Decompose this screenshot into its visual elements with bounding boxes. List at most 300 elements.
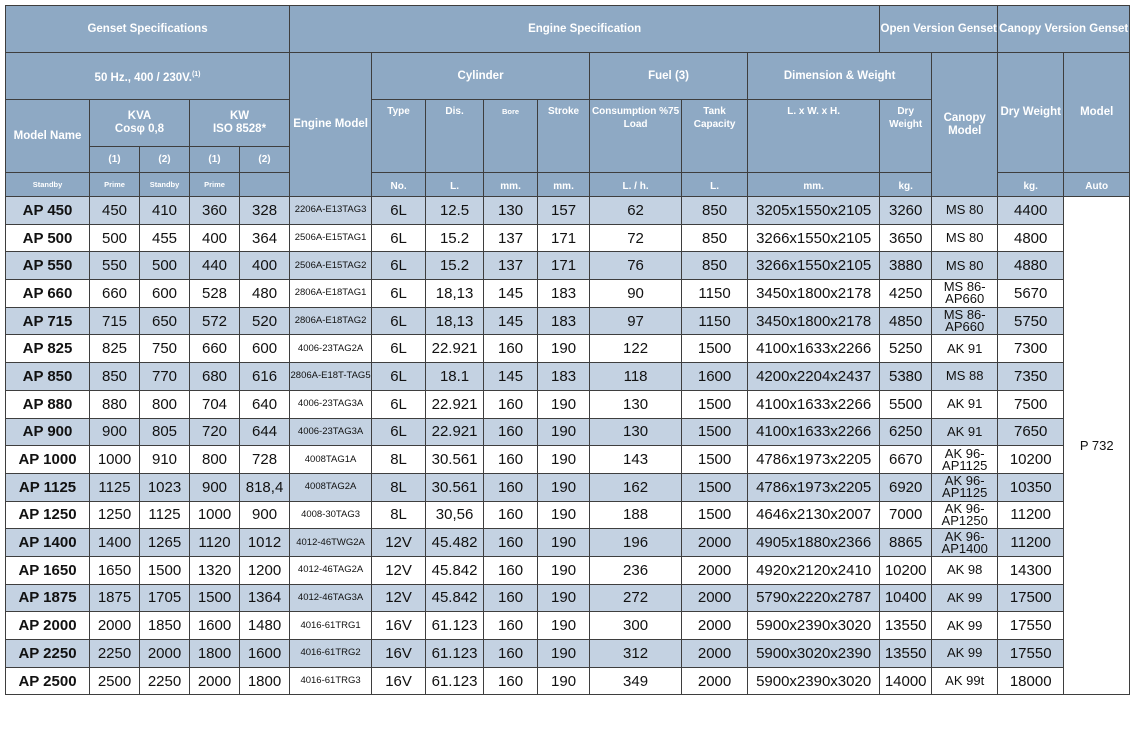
cell-open-dry-weight: 7000 [880, 501, 932, 529]
header-kw: KW ISO 8528* [190, 100, 290, 147]
cell-canopy-dry-weight: 4400 [998, 197, 1064, 225]
unit-open-kg: kg. [880, 173, 932, 197]
cell-open-dry-weight: 6250 [880, 418, 932, 446]
header-frequency: 50 Hz., 400 / 230V.$^{(1)}$ [6, 53, 290, 100]
cell-kw-prime: 600 [240, 335, 290, 363]
cell-tank-capacity: 1500 [682, 418, 748, 446]
cell-displacement: 61.123 [426, 612, 484, 640]
cell-canopy-model: MS 80 [932, 197, 998, 225]
cell-row-model: AP 850 [6, 363, 90, 391]
cell-canopy-model: AK 99t [932, 667, 998, 695]
unit-tank-liters: L. [682, 173, 748, 197]
cell-kva-prime: 800 [140, 390, 190, 418]
unit-liters-per-hour: L. / h. [590, 173, 682, 197]
cell-row-model: AP 1125 [6, 473, 90, 501]
cell-open-dry-weight: 8865 [880, 529, 932, 557]
table-row [6, 335, 1130, 363]
table-row [6, 584, 1130, 612]
cell-fuel-consumption: 162 [590, 473, 682, 501]
cell-kva-prime: 410 [140, 197, 190, 225]
cell-kw-standby: 900 [190, 473, 240, 501]
cell-tank-capacity: 2000 [682, 612, 748, 640]
cell-open-dry-weight: 6920 [880, 473, 932, 501]
header-dis: Dis. [426, 100, 484, 173]
cell-canopy-model: MS 86-AP660 [932, 280, 998, 308]
cell-engine-model: 4006-23TAG2A [290, 335, 372, 363]
cell-kva-standby: 2000 [90, 612, 140, 640]
cell-kw-standby: 680 [190, 363, 240, 391]
cell-displacement: 30.561 [426, 446, 484, 474]
cell-dimensions: 4646x2130x2007 [748, 501, 880, 529]
cell-canopy-dry-weight: 7500 [998, 390, 1064, 418]
cell-cylinder-type: 16V [372, 640, 426, 668]
cell-tank-capacity: 2000 [682, 667, 748, 695]
cell-fuel-consumption: 62 [590, 197, 682, 225]
cell-fuel-consumption: 188 [590, 501, 682, 529]
cell-kw-standby: 1500 [190, 584, 240, 612]
cell-kw-standby: 528 [190, 280, 240, 308]
cell-cylinder-type: 6L [372, 197, 426, 225]
cell-canopy-dry-weight: 5750 [998, 307, 1064, 335]
header-engine-model: Engine Model [290, 53, 372, 197]
cell-kva-standby: 1650 [90, 556, 140, 584]
cell-engine-model: 4008TAG2A [290, 473, 372, 501]
cell-dimensions: 4100x1633x2266 [748, 390, 880, 418]
cell-kva-standby: 1875 [90, 584, 140, 612]
cell-tank-capacity: 850 [682, 197, 748, 225]
cell-canopy-dry-weight: 7350 [998, 363, 1064, 391]
cell-bore: 145 [484, 363, 538, 391]
cell-kva-prime: 2000 [140, 640, 190, 668]
cell-stroke: 190 [538, 501, 590, 529]
cell-engine-model: 4016-61TRG1 [290, 612, 372, 640]
header-type: Type [372, 100, 426, 173]
cell-cylinder-type: 6L [372, 335, 426, 363]
cell-kw-prime: 364 [240, 224, 290, 252]
cell-row-model: AP 660 [6, 280, 90, 308]
cell-row-model: AP 2000 [6, 612, 90, 640]
table-row [6, 390, 1130, 418]
cell-bore: 160 [484, 418, 538, 446]
cell-kva-prime: 910 [140, 446, 190, 474]
cell-kw-prime: 644 [240, 418, 290, 446]
cell-canopy-model: MS 80 [932, 224, 998, 252]
cell-kw-standby: 360 [190, 197, 240, 225]
cell-fuel-consumption: 118 [590, 363, 682, 391]
header-tank-capacity: Tank Capacity [682, 100, 748, 173]
cell-canopy-dry-weight: 14300 [998, 556, 1064, 584]
cell-tank-capacity: 1500 [682, 501, 748, 529]
cell-engine-model: 2506A-E15TAG2 [290, 252, 372, 280]
cell-kva-prime: 600 [140, 280, 190, 308]
cell-bore: 160 [484, 473, 538, 501]
cell-kw-prime: 400 [240, 252, 290, 280]
cell-row-model: AP 715 [6, 307, 90, 335]
cell-engine-model: 4006-23TAG3A [290, 390, 372, 418]
cell-bore: 137 [484, 252, 538, 280]
cell-open-dry-weight: 3260 [880, 197, 932, 225]
cell-canopy-model: AK 99 [932, 584, 998, 612]
cell-canopy-dry-weight: 17550 [998, 640, 1064, 668]
cell-fuel-consumption: 122 [590, 335, 682, 363]
cell-kw-standby: 572 [190, 307, 240, 335]
cell-kw-prime: 480 [240, 280, 290, 308]
header-model-name: Model Name [6, 100, 90, 173]
header-standby: Standby [6, 173, 90, 197]
cell-bore: 137 [484, 224, 538, 252]
table-row [6, 667, 1130, 695]
cell-kva-standby: 550 [90, 252, 140, 280]
cell-canopy-model: AK 96-AP1400 [932, 529, 998, 557]
cell-kw-prime: 616 [240, 363, 290, 391]
cell-kw-standby: 2000 [190, 667, 240, 695]
cell-kva-standby: 825 [90, 335, 140, 363]
cell-dimensions: 4200x2204x2437 [748, 363, 880, 391]
cell-stroke: 171 [538, 252, 590, 280]
cell-displacement: 61.123 [426, 640, 484, 668]
cell-canopy-model: AK 91 [932, 418, 998, 446]
cell-row-model: AP 1875 [6, 584, 90, 612]
table-header [6, 6, 1130, 197]
cell-canopy-model: AK 98 [932, 556, 998, 584]
header-stroke: Stroke [538, 100, 590, 173]
cell-stroke: 183 [538, 363, 590, 391]
header-canopy-version: Canopy Version Genset [998, 6, 1130, 53]
header-open-dry-weight: Dry Weight [880, 100, 932, 173]
cell-row-model: AP 900 [6, 418, 90, 446]
cell-row-model: AP 1000 [6, 446, 90, 474]
cell-canopy-dry-weight: 17550 [998, 612, 1064, 640]
cell-canopy-model: AK 99 [932, 612, 998, 640]
cell-dimensions: 3266x1550x2105 [748, 224, 880, 252]
cell-fuel-consumption: 196 [590, 529, 682, 557]
cell-kw-standby: 1120 [190, 529, 240, 557]
cell-bore: 145 [484, 280, 538, 308]
cell-tank-capacity: 2000 [682, 640, 748, 668]
cell-row-model: AP 825 [6, 335, 90, 363]
cell-kva-prime: 2250 [140, 667, 190, 695]
cell-open-dry-weight: 10200 [880, 556, 932, 584]
cell-kw-prime: 1480 [240, 612, 290, 640]
unit-liters: L. [426, 173, 484, 197]
cell-kw-prime: 1200 [240, 556, 290, 584]
cell-engine-model: 4012-46TWG2A [290, 529, 372, 557]
cell-kw-prime: 328 [240, 197, 290, 225]
cell-open-dry-weight: 14000 [880, 667, 932, 695]
cell-open-dry-weight: 5250 [880, 335, 932, 363]
cell-open-dry-weight: 4250 [880, 280, 932, 308]
cell-fuel-consumption: 236 [590, 556, 682, 584]
cell-dimensions: 4100x1633x2266 [748, 418, 880, 446]
cell-engine-model: 4012-46TAG3A [290, 584, 372, 612]
cell-bore: 160 [484, 612, 538, 640]
cell-kva-prime: 455 [140, 224, 190, 252]
cell-open-dry-weight: 3880 [880, 252, 932, 280]
cell-canopy-model: AK 91 [932, 335, 998, 363]
cell-stroke: 157 [538, 197, 590, 225]
cell-canopy-model: AK 91 [932, 390, 998, 418]
cell-kva-prime: 1850 [140, 612, 190, 640]
cell-dimensions: 5790x2220x2787 [748, 584, 880, 612]
cell-open-dry-weight: 10400 [880, 584, 932, 612]
cell-canopy-model: MS 86-AP660 [932, 307, 998, 335]
cell-kw-standby: 1800 [190, 640, 240, 668]
cell-fuel-consumption: 72 [590, 224, 682, 252]
cell-row-model: AP 1650 [6, 556, 90, 584]
cell-cylinder-type: 16V [372, 667, 426, 695]
cell-row-model: AP 2500 [6, 667, 90, 695]
cell-cylinder-type: 6L [372, 224, 426, 252]
cell-tank-capacity: 1500 [682, 473, 748, 501]
header-lwh: L. x W. x H. [748, 100, 880, 173]
cell-kva-prime: 1705 [140, 584, 190, 612]
cell-kva-standby: 2500 [90, 667, 140, 695]
cell-bore: 160 [484, 501, 538, 529]
header-dimension-weight: Dimension & Weight [748, 53, 932, 100]
table-row [6, 640, 1130, 668]
cell-canopy-dry-weight: 11200 [998, 501, 1064, 529]
cell-stroke: 190 [538, 418, 590, 446]
cell-kva-prime: 770 [140, 363, 190, 391]
cell-dimensions: 5900x2390x3020 [748, 612, 880, 640]
cell-kw-prime: 520 [240, 307, 290, 335]
cell-kva-standby: 1250 [90, 501, 140, 529]
cell-fuel-consumption: 312 [590, 640, 682, 668]
cell-stroke: 190 [538, 584, 590, 612]
cell-canopy-model: MS 88 [932, 363, 998, 391]
cell-tank-capacity: 1600 [682, 363, 748, 391]
cell-cylinder-type: 6L [372, 418, 426, 446]
cell-canopy-dry-weight: 18000 [998, 667, 1064, 695]
genset-spec-table [5, 5, 1130, 695]
cell-kva-prime: 1125 [140, 501, 190, 529]
cell-kw-prime: 640 [240, 390, 290, 418]
cell-open-dry-weight: 4850 [880, 307, 932, 335]
cell-kva-prime: 750 [140, 335, 190, 363]
header-blank-model [240, 173, 290, 197]
cell-displacement: 30.561 [426, 473, 484, 501]
cell-canopy-model: AK 99 [932, 640, 998, 668]
cell-kw-prime: 900 [240, 501, 290, 529]
header-panel-model: Model [1064, 53, 1130, 173]
cell-engine-model: 2506A-E15TAG1 [290, 224, 372, 252]
table-row [6, 363, 1130, 391]
cell-stroke: 190 [538, 667, 590, 695]
cell-row-model: AP 450 [6, 197, 90, 225]
cell-dimensions: 5900x2390x3020 [748, 667, 880, 695]
cell-cylinder-type: 8L [372, 446, 426, 474]
cell-dimensions: 4100x1633x2266 [748, 335, 880, 363]
header-kva: KVA Cosφ 0,8 [90, 100, 190, 147]
cell-canopy-dry-weight: 7300 [998, 335, 1064, 363]
cell-kva-prime: 500 [140, 252, 190, 280]
cell-cylinder-type: 16V [372, 612, 426, 640]
cell-stroke: 190 [538, 390, 590, 418]
cell-bore: 145 [484, 307, 538, 335]
header-kw-standby-num: (1) [190, 147, 240, 173]
cell-fuel-consumption: 143 [590, 446, 682, 474]
cell-tank-capacity: 1500 [682, 446, 748, 474]
table-row [6, 307, 1130, 335]
cell-canopy-dry-weight: 10200 [998, 446, 1064, 474]
cell-engine-model: 4008TAG1A [290, 446, 372, 474]
cell-displacement: 22.921 [426, 418, 484, 446]
cell-fuel-consumption: 300 [590, 612, 682, 640]
cell-displacement: 45.482 [426, 529, 484, 557]
cell-kw-prime: 1364 [240, 584, 290, 612]
cell-displacement: 22.921 [426, 335, 484, 363]
cell-open-dry-weight: 5380 [880, 363, 932, 391]
cell-stroke: 190 [538, 473, 590, 501]
cell-fuel-consumption: 349 [590, 667, 682, 695]
table-row [6, 280, 1130, 308]
cell-dimensions: 4786x1973x2205 [748, 473, 880, 501]
cell-kva-standby: 500 [90, 224, 140, 252]
unit-auto: Auto [1064, 173, 1130, 197]
cell-engine-model: 2806A-E18TAG1 [290, 280, 372, 308]
cell-canopy-model: AK 96-AP1125 [932, 473, 998, 501]
cell-engine-model: 4016-61TRG3 [290, 667, 372, 695]
cell-kva-prime: 1265 [140, 529, 190, 557]
cell-kva-standby: 1125 [90, 473, 140, 501]
header-cylinder: Cylinder [372, 53, 590, 100]
table-row [6, 473, 1130, 501]
cell-bore: 160 [484, 556, 538, 584]
cell-kw-standby: 1320 [190, 556, 240, 584]
cell-row-model: AP 550 [6, 252, 90, 280]
cell-kw-standby: 1000 [190, 501, 240, 529]
header-standby-kw: Standby [140, 173, 190, 197]
cell-bore: 130 [484, 197, 538, 225]
cell-fuel-consumption: 76 [590, 252, 682, 280]
cell-row-model: AP 500 [6, 224, 90, 252]
cell-displacement: 18,13 [426, 307, 484, 335]
cell-canopy-model: AK 96-AP1125 [932, 446, 998, 474]
cell-tank-capacity: 1150 [682, 280, 748, 308]
spec-table-wrapper [5, 5, 1129, 695]
unit-stroke-mm: mm. [538, 173, 590, 197]
cell-tank-capacity: 1500 [682, 335, 748, 363]
cell-dimensions: 3205x1550x2105 [748, 197, 880, 225]
cell-bore: 160 [484, 529, 538, 557]
cell-dimensions: 3450x1800x2178 [748, 280, 880, 308]
cell-kw-standby: 1600 [190, 612, 240, 640]
cell-tank-capacity: 1500 [682, 390, 748, 418]
cell-canopy-dry-weight: 17500 [998, 584, 1064, 612]
cell-stroke: 190 [538, 556, 590, 584]
cell-kw-standby: 440 [190, 252, 240, 280]
header-prime-kw: Prime [190, 173, 240, 197]
cell-cylinder-type: 6L [372, 252, 426, 280]
table-body [6, 197, 1130, 695]
cell-kva-standby: 1400 [90, 529, 140, 557]
cell-kw-prime: 1012 [240, 529, 290, 557]
cell-stroke: 171 [538, 224, 590, 252]
cell-displacement: 15.2 [426, 252, 484, 280]
header-kva-prime-num: (2) [140, 147, 190, 173]
cell-stroke: 190 [538, 612, 590, 640]
header-prime: Prime [90, 173, 140, 197]
cell-cylinder-type: 6L [372, 280, 426, 308]
cell-engine-model: 2806A-E18TAG2 [290, 307, 372, 335]
cell-dimensions: 5900x3020x2390 [748, 640, 880, 668]
cell-kw-prime: 1800 [240, 667, 290, 695]
cell-kva-prime: 650 [140, 307, 190, 335]
table-row [6, 252, 1130, 280]
cell-open-dry-weight: 6670 [880, 446, 932, 474]
header-kva-standby-num: (1) [90, 147, 140, 173]
table-row [6, 224, 1130, 252]
cell-bore: 160 [484, 446, 538, 474]
header-consumption: Consumption %75 Load [590, 100, 682, 173]
cell-tank-capacity: 2000 [682, 529, 748, 557]
cell-cylinder-type: 6L [372, 363, 426, 391]
cell-displacement: 15.2 [426, 224, 484, 252]
cell-kva-standby: 660 [90, 280, 140, 308]
cell-canopy-dry-weight: 11200 [998, 529, 1064, 557]
cell-canopy-dry-weight: 5670 [998, 280, 1064, 308]
unit-canopy-kg: kg. [998, 173, 1064, 197]
cell-engine-model: 2806A-E18T-TAG5 [290, 363, 372, 391]
table-row [6, 529, 1130, 557]
cell-kva-standby: 900 [90, 418, 140, 446]
cell-displacement: 22.921 [426, 390, 484, 418]
cell-open-dry-weight: 13550 [880, 612, 932, 640]
cell-canopy-dry-weight: 7650 [998, 418, 1064, 446]
cell-kva-prime: 1023 [140, 473, 190, 501]
cell-kw-prime: 728 [240, 446, 290, 474]
cell-fuel-consumption: 130 [590, 418, 682, 446]
cell-tank-capacity: 1150 [682, 307, 748, 335]
cell-kw-standby: 660 [190, 335, 240, 363]
cell-displacement: 18.1 [426, 363, 484, 391]
cell-kw-prime: 818,4 [240, 473, 290, 501]
unit-dims-mm: mm. [748, 173, 880, 197]
cell-cylinder-type: 12V [372, 584, 426, 612]
header-genset-specs: Genset Specifications [6, 6, 290, 53]
header-canopy-model: Canopy Model [932, 53, 998, 197]
cell-canopy-dry-weight: 10350 [998, 473, 1064, 501]
cell-tank-capacity: 850 [682, 224, 748, 252]
cell-kw-standby: 800 [190, 446, 240, 474]
cell-cylinder-type: 8L [372, 501, 426, 529]
header-open-version: Open Version Genset [880, 6, 998, 53]
cell-kw-standby: 720 [190, 418, 240, 446]
cell-kva-standby: 715 [90, 307, 140, 335]
cell-fuel-consumption: 97 [590, 307, 682, 335]
cell-row-model: AP 880 [6, 390, 90, 418]
cell-cylinder-type: 8L [372, 473, 426, 501]
table-row [6, 501, 1130, 529]
cell-stroke: 190 [538, 335, 590, 363]
cell-open-dry-weight: 13550 [880, 640, 932, 668]
cell-kw-standby: 704 [190, 390, 240, 418]
cell-engine-model: 4008-30TAG3 [290, 501, 372, 529]
cell-displacement: 12.5 [426, 197, 484, 225]
cell-stroke: 190 [538, 446, 590, 474]
header-kw-prime-num: (2) [240, 147, 290, 173]
cell-bore: 160 [484, 584, 538, 612]
cell-canopy-dry-weight: 4880 [998, 252, 1064, 280]
cell-row-model: AP 1400 [6, 529, 90, 557]
cell-canopy-dry-weight: 4800 [998, 224, 1064, 252]
cell-stroke: 190 [538, 529, 590, 557]
cell-kw-standby: 400 [190, 224, 240, 252]
cell-kw-prime: 1600 [240, 640, 290, 668]
header-canopy-dry-weight: Dry Weight [998, 53, 1064, 173]
cell-kva-standby: 1000 [90, 446, 140, 474]
header-engine-spec: Engine Specification [290, 6, 880, 53]
